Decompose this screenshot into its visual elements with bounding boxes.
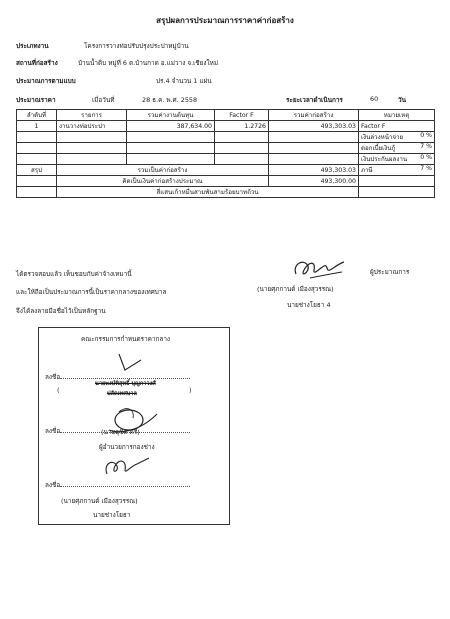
member3-sign-label: ลงชื่อ bbox=[45, 481, 61, 489]
committee-box bbox=[38, 327, 230, 525]
form-value: ปร.4 จำนวน 1 แผ่น bbox=[156, 77, 212, 85]
duration-label: ระยะเวลาดำเนินการ bbox=[286, 96, 343, 104]
row-cost: 387,634.00 bbox=[127, 121, 215, 132]
table-row bbox=[17, 154, 435, 165]
member3-sign-line bbox=[45, 480, 190, 490]
member2-name: (นายอุชิต คีรี) bbox=[101, 428, 140, 436]
row-total: 493,303.03 bbox=[269, 121, 359, 132]
row-no: 1 bbox=[17, 121, 57, 132]
member2-position: ผู้อำนวยการกองช่าง bbox=[99, 443, 155, 451]
page-title: สรุปผลการประมาณการราคาค่าก่อสร้าง bbox=[156, 16, 294, 25]
sum-value: 493,303.03 bbox=[269, 165, 359, 176]
header-total: รวมค่าก่อสร้าง bbox=[269, 110, 359, 121]
header-factor: Factor F bbox=[215, 110, 269, 121]
table-row bbox=[17, 132, 435, 143]
note-advance-value: 0 % bbox=[420, 132, 432, 139]
header-no: ลำดับที่ bbox=[17, 110, 57, 121]
duration-value: 60 bbox=[370, 95, 379, 103]
location-value: บ้านน้ำดิบ หมู่ที่ 6 ต.บ้านกาด อ.แม่วาง จ.เชียงใหม่ bbox=[78, 59, 219, 67]
note-interest bbox=[359, 143, 435, 154]
approval-line-3: จึงได้ลงลายมือชื่อไว้เป็นหลักฐาน bbox=[16, 307, 106, 315]
note-advance bbox=[359, 132, 435, 143]
table-row bbox=[17, 176, 435, 187]
budget-label: คิดเป็นเงินค่าก่อสร้างประมาณ bbox=[57, 176, 269, 187]
row-factor: 1.2726 bbox=[215, 121, 269, 132]
note-guarantee-label: เงินประกันผลงาน bbox=[361, 156, 408, 163]
row-note: Factor F bbox=[359, 121, 435, 132]
date-value: 28 ธ.ค. พ.ศ. 2558 bbox=[142, 96, 198, 104]
estimator-position: นายช่างโยธา 4 bbox=[287, 301, 331, 309]
member1-open-paren: ( bbox=[57, 386, 60, 394]
note-advance-label: เงินล่วงหน้าจ่าย bbox=[361, 134, 404, 141]
cost-table bbox=[16, 109, 435, 198]
table-row bbox=[17, 143, 435, 154]
member3-signature bbox=[101, 454, 151, 480]
note-guarantee-value: 0 % bbox=[420, 154, 432, 161]
member1-signature bbox=[115, 350, 145, 374]
member2-sign-label: ลงชื่อ bbox=[45, 427, 61, 435]
note-tax bbox=[359, 165, 435, 176]
sum-label: รวมเป็นค่าก่อสร้าง bbox=[57, 165, 269, 176]
form-label: ประมาณการตามแบบ bbox=[16, 77, 76, 85]
project-type-value: โครงการวางท่อปรับปรุงประปาหมู่บ้าน bbox=[84, 42, 189, 50]
committee-title: คณะกรรมการกำหนดราคากลาง bbox=[81, 335, 171, 343]
note-interest-label: ดอกเบี้ยเงินกู้ bbox=[361, 145, 396, 152]
note-tax-value: 7 % bbox=[420, 165, 432, 172]
member1-close-paren: ) bbox=[189, 386, 192, 394]
member1-sign-label: ลงชื่อ bbox=[45, 373, 61, 381]
row-item: งานวางท่อประปา bbox=[57, 121, 127, 132]
header-cost: รวมค่างานต้นทุน bbox=[127, 110, 215, 121]
note-interest-value: 7 % bbox=[420, 143, 432, 150]
header-note: หมายเหตุ bbox=[359, 110, 435, 121]
budget-value: 493,300.00 bbox=[269, 176, 359, 187]
table-row bbox=[17, 165, 435, 176]
estimator-title: ผู้ประมาณการ bbox=[370, 268, 410, 276]
member3-position: นายช่างโยธา bbox=[93, 511, 131, 519]
header-item: รายการ bbox=[57, 110, 127, 121]
location-label: สถานที่ก่อสร้าง bbox=[16, 59, 58, 67]
summary-label: สรุป bbox=[17, 165, 57, 176]
estimate-label: ประมาณราคา bbox=[16, 96, 56, 104]
approval-line-1: ได้ตรวจสอบแล้ว เห็นชอบกับค่าจ้างเหมานี้ bbox=[16, 270, 132, 278]
table-row bbox=[17, 187, 435, 198]
date-label: เมื่อวันที่ bbox=[92, 96, 115, 104]
table-row bbox=[17, 121, 435, 132]
member1-name: นายพงษ์พิสุทธิ์ บุญกาวงศ์ bbox=[95, 381, 156, 387]
project-type-label: ประเภทงาน bbox=[16, 42, 49, 50]
table-header-row bbox=[17, 110, 435, 121]
approval-line-2: และให้ถือเป็นประมาณการนี้เป็นราคากลางของเทศบาล bbox=[16, 288, 167, 296]
note-tax-label: ภาษี bbox=[361, 167, 373, 174]
estimator-name: (นายศุภกานต์ เมืองสุวรรณ) bbox=[257, 285, 334, 293]
estimator-signature bbox=[290, 256, 350, 284]
duration-unit: วัน bbox=[398, 96, 406, 104]
note-guarantee bbox=[359, 154, 435, 165]
member1-position: ปลัดเทศบาล bbox=[107, 391, 137, 397]
member3-name: (นายศุภกานต์ เมืองสุวรรณ) bbox=[61, 497, 138, 505]
amount-in-words: สี่แสนเก้าหมื่นสามพันสามร้อยบาทถ้วน bbox=[57, 187, 359, 198]
